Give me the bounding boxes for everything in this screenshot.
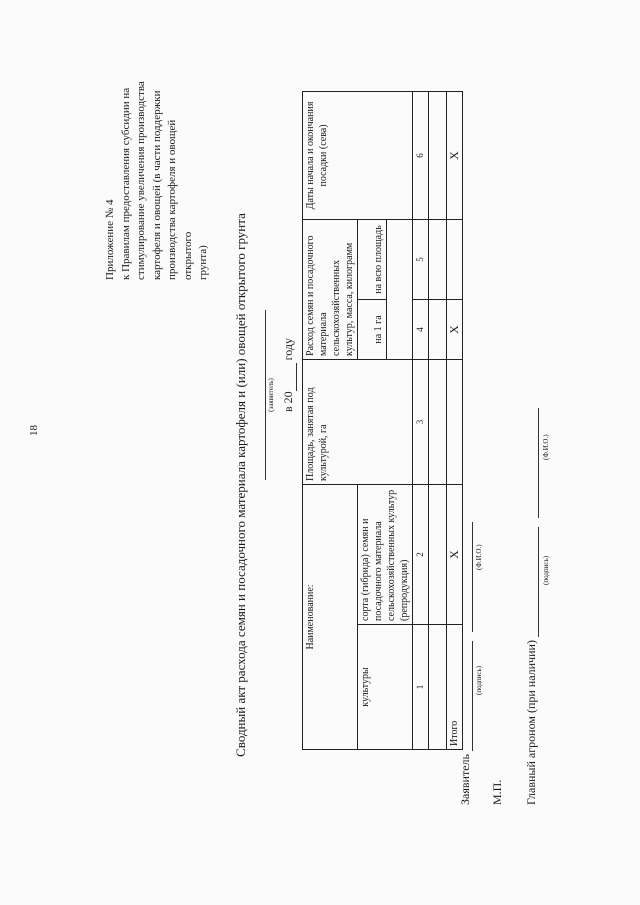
cross-mark: X (447, 299, 463, 359)
applicant-signature-line (457, 522, 473, 805)
column-number: 3 (413, 359, 429, 484)
column-number: 4 (413, 299, 429, 359)
agronomist-label: Главный агроном (при наличии) (524, 640, 538, 805)
year-line (281, 315, 297, 435)
cross-mark: X (447, 484, 463, 624)
name-blank (523, 408, 539, 518)
signature-blank (523, 527, 539, 637)
appendix-line: картофеля и овощей (в части поддержки (150, 90, 163, 280)
column-number: 2 (413, 484, 429, 624)
page-number: 18 (28, 425, 40, 436)
table-row (429, 91, 447, 749)
table-cell (429, 299, 447, 359)
year-prefix: в 20 (281, 391, 295, 413)
table-cell (429, 359, 447, 484)
header-variety: сорта (гибрида) семян и посадочного материала сельскохозяйственных культур (репродукция) (358, 484, 413, 624)
agronomist-signature-line (523, 408, 539, 805)
table-number-row (413, 91, 429, 749)
signature-caption: (подпись) (475, 665, 483, 695)
appendix-line: к Правилам предоставления субсидии на (119, 87, 132, 280)
header-crops: культуры (358, 625, 413, 750)
table-cell (447, 359, 463, 484)
header-total-area: на всю площадь (358, 219, 387, 299)
applicant-label: Заявитель (458, 754, 472, 805)
header-area: Площадь, занятая под культурой, га (303, 359, 413, 484)
column-number: 5 (413, 219, 429, 299)
year-blank (281, 363, 297, 391)
column-number: 6 (413, 91, 429, 219)
rotated-page-content (45, 55, 585, 855)
name-blank (457, 522, 473, 632)
document-title: Сводный акт расхода семян и посадочного материала картофеля и (или) овощей открытого грунта (233, 213, 248, 757)
table-cell (429, 625, 447, 750)
header-dates: Даты начала и окончания посадки (сева) (303, 91, 413, 219)
year-suffix: году (281, 337, 295, 361)
consumption-table (302, 91, 463, 750)
stamp-label: М.П. (490, 779, 504, 805)
total-label: Итого (447, 625, 463, 750)
appendix-line: грунта) (197, 245, 209, 280)
table-cell (429, 219, 447, 299)
header-name: Наименование: (303, 484, 358, 749)
table-cell (429, 91, 447, 219)
signature-caption: (подпись) (542, 555, 550, 585)
cross-mark: X (447, 91, 463, 219)
appendix-line: стимулирование увеличения производства (135, 81, 147, 280)
table-cell (429, 484, 447, 624)
appendix-note (103, 75, 212, 280)
table-cell (447, 219, 463, 299)
appendix-line: производства картофеля и овощей открытого (166, 119, 194, 280)
name-caption: (Ф.И.О.) (542, 434, 550, 460)
signature-blank (457, 641, 473, 751)
table-header-row (303, 91, 358, 749)
appendix-line: Приложение № 4 (104, 199, 116, 280)
header-per-ha: на 1 га (358, 299, 387, 359)
applicant-caption: (заявитель) (265, 310, 275, 480)
header-consumption: Расход семян и посадочного материала сельскохозяйственных культур, масса, килограмм (303, 219, 358, 359)
name-caption: (Ф.И.О.) (475, 544, 483, 570)
column-number: 1 (413, 625, 429, 750)
